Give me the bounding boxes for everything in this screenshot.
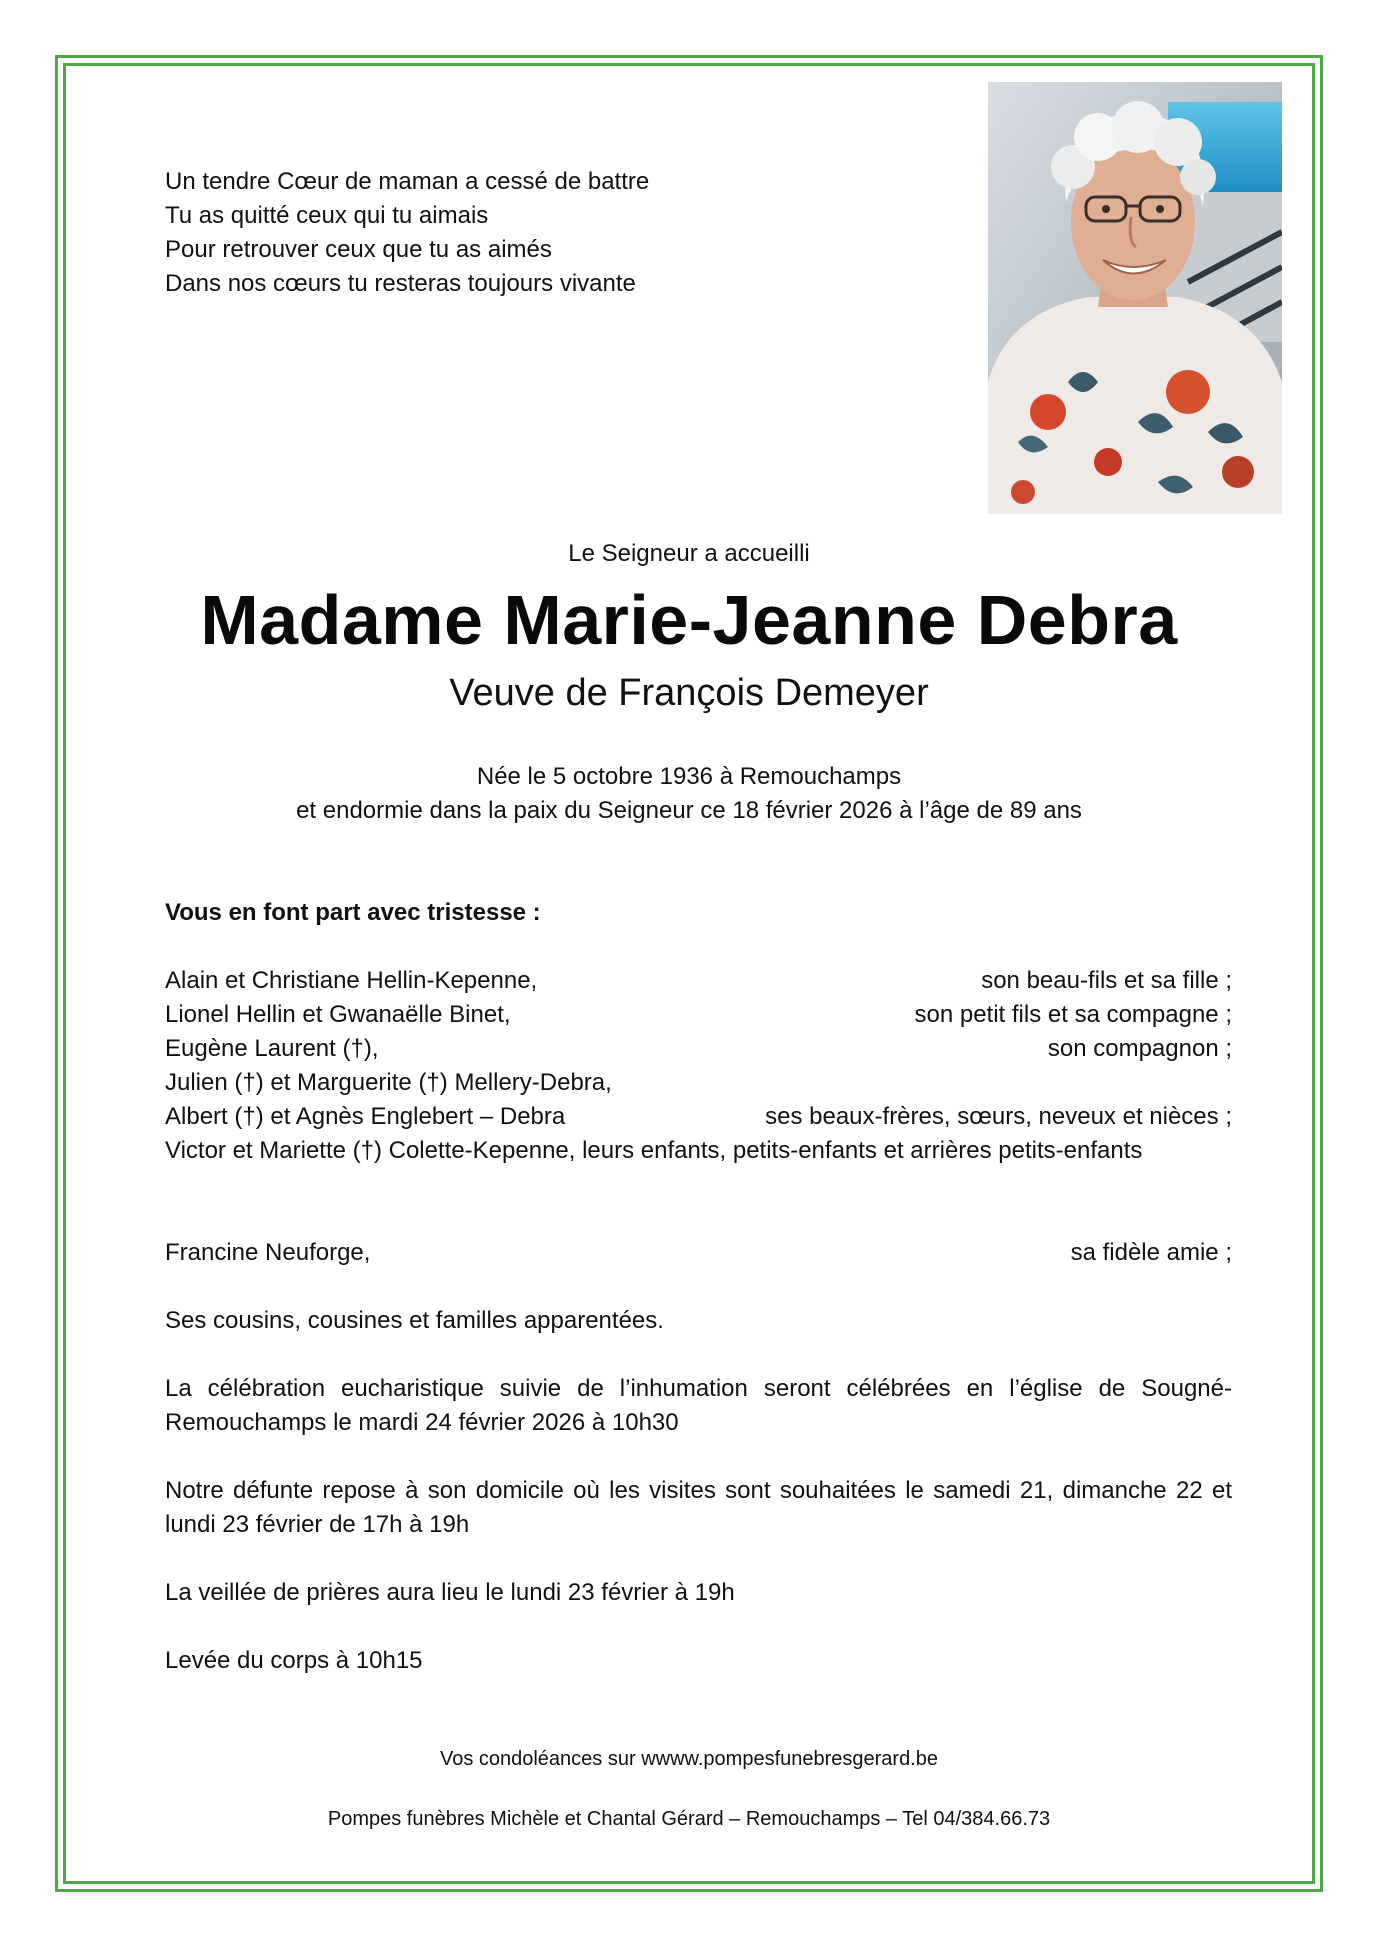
funeral-home-contact: Pompes funèbres Michèle et Chantal Gérard – Remouchamps – Tel 04/384.66.73 xyxy=(327,1808,1051,1830)
death-line: et endormie dans la paix du Seigneur ce 18 février 2026 à l’âge de 89 ans xyxy=(296,797,1082,824)
family-row xyxy=(165,1066,1232,1100)
friend-name: Francine Neuforge, xyxy=(165,1239,371,1266)
prayer-text: La veillée de prières aura lieu le lundi 23 février à 19h xyxy=(165,1579,735,1606)
portrait-photo xyxy=(988,82,1282,514)
birth-line: Née le 5 octobre 1936 à Remouchamps xyxy=(476,763,902,790)
poem xyxy=(165,165,649,301)
deceased-name: Madame Marie-Jeanne Debra xyxy=(200,581,1178,659)
poem-line: Un tendre Cœur de maman a cessé de battre xyxy=(165,168,650,195)
condolences-link[interactable]: Vos condoléances sur wwww.pompesfunebresgerard.be xyxy=(439,1748,939,1770)
dates-block xyxy=(63,760,1315,828)
poem-line: Pour retrouver ceux que tu as aimés xyxy=(165,236,552,263)
family-row xyxy=(165,1032,1232,1066)
family-names: Alain et Christiane Hellin-Kepenne, xyxy=(165,967,538,994)
intro-text: Le Seigneur a accueilli xyxy=(568,540,810,567)
family-row xyxy=(165,964,1232,998)
friend-relation: sa fidèle amie ; xyxy=(1070,1239,1232,1266)
family-names: Julien (†) et Marguerite (†) Mellery-Debra, xyxy=(165,1069,612,1096)
family-extra: Victor et Mariette (†) Colette-Kepenne, leurs enfants, petits-enfants et arrières petits-enfants xyxy=(165,1137,1143,1164)
family-relation: son beau-fils et sa fille ; xyxy=(981,967,1232,994)
visit-text: Notre défunte repose à son domicile où les visites sont souhaitées le samedi 21, dimanche 22 et lundi 23 février de 17h à 19h xyxy=(165,1477,1232,1538)
family-row xyxy=(165,998,1232,1032)
poem-line: Dans nos cœurs tu resteras toujours vivante xyxy=(165,270,636,297)
celebration-text: La célébration eucharistique suivie de l’inhumation seront célébrées en l’église de Sougné-Remouchamps le mardi 24 février 2026 à 10h30 xyxy=(165,1375,1232,1436)
family-list xyxy=(165,964,1232,1168)
levee-text: Levée du corps à 10h15 xyxy=(165,1647,423,1674)
cousins-line: Ses cousins, cousines et familles apparentées. xyxy=(165,1307,664,1334)
friend-row xyxy=(165,1236,1232,1270)
family-relation: son petit fils et sa compagne ; xyxy=(914,1001,1232,1028)
family-names: Lionel Hellin et Gwanaëlle Binet, xyxy=(165,1001,511,1028)
poem-line: Tu as quitté ceux qui tu aimais xyxy=(165,202,489,229)
family-row xyxy=(165,1100,1232,1134)
family-relation: ses beaux-frères, sœurs, neveux et nièces ; xyxy=(765,1103,1232,1130)
widow-line: Veuve de François Demeyer xyxy=(449,672,929,714)
announcement-heading: Vous en font part avec tristesse : xyxy=(165,899,541,926)
family-relation: son compagnon ; xyxy=(1047,1035,1232,1062)
family-names: Albert (†) et Agnès Englebert – Debra xyxy=(165,1103,566,1130)
family-names: Eugène Laurent (†), xyxy=(165,1035,379,1062)
